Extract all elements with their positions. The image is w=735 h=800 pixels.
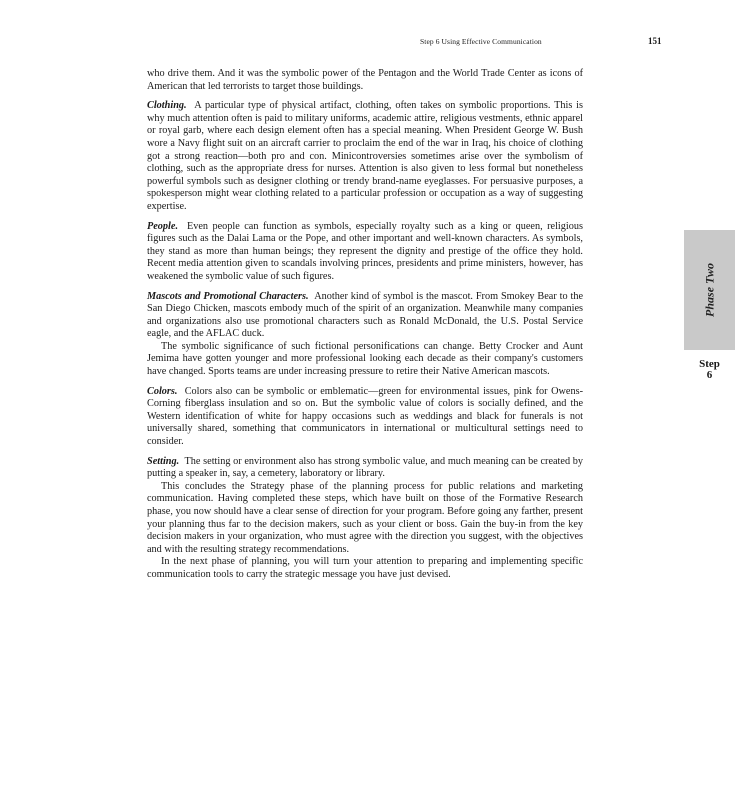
colors-text: Colors also can be symbolic or emblematic—green for environmental issues, pink for Owens-Corning fiberglass insulation and so on. But the symbolic value of colors is socially defined, and the Western identification of white for happy occasions such as weddings and black for funerals is not universally shared, something that communicators in international or multicultural settings need to consider. — [147, 385, 584, 448]
phase-side-tab — [684, 230, 735, 350]
conclusion-paragraph: This concludes the Strategy phase of the planning process for public relations and marketing communication. Having completed these steps, which have built on those of the Formative Research phase, you now should have a clear sense of direction for your program. Before going any farther, present your planning thus far to the decision makers, such as your client or boss. Gain the buy-in from the key decision makers in your organization, who must agree with the direction you suggest, with the objectives and with the resulting strategy recommendations. — [147, 480, 583, 555]
people-text: Even people can function as symbols, especially royalty such as a king or queen, religious figures such as the Dalai Lama or the Pope, and other important and well-known characters. As symbols, they stand as more than human beings; they represent the dignity and prestige of the office they hold. Recent media attention given to scandals involving princes, presidents and prime ministers, however, has weakened the symbolic value of such figures. — [147, 220, 583, 282]
step-marker — [684, 359, 735, 381]
setting-text: The setting or environment also has strong symbolic value, and much meaning can be created by putting a speaker in, say, a cemetery, laboratory or library. — [147, 455, 584, 480]
clothing-heading: Clothing. — [147, 100, 187, 112]
mascots-text: Another kind of symbol is the mascot. From Smokey Bear to the San Diego Chicken, mascots embody much of the spirit of an organization. Meanwhile many companies and organizations also use promotional characters such as Ronald McDonald, the U.S. Postal Service eagle, and the AFLAC duck. — [147, 290, 583, 340]
clothing-text: A particular type of physical artifact, clothing, often takes on symbolic proportions. This is why much attention often is paid to military uniforms, academic attire, religious vestments, ethnic apparel or royal garb, where each design element often has a special meaning. When President George W. Bush wore a Navy flight suit on an aircraft carrier to proclaim the end of the war in Iraq, his choice of clothing got a strong reaction—both pro and con. Minicontroversies sometimes arise over the symbolism of clothing, such as the appropriate dress for nurses. Attention is also given to less formal but nonetheless powerful symbols such as designer clothing or trendy brand-name eyeglasses. For persuasive purposes, a spokesperson might wear clothing related to a particular profession or occupation as a way of suggesting expertise. — [147, 100, 584, 212]
setting-paragraph — [147, 456, 583, 481]
step-label: Step — [699, 358, 720, 370]
colors-paragraph — [147, 386, 583, 449]
colors-heading: Colors. — [147, 385, 178, 397]
page-number: 151 — [648, 36, 662, 46]
intro-paragraph: who drive them. And it was the symbolic power of the Pentagon and the World Trade Center as icons of American that led terrorists to target those buildings. — [147, 68, 583, 92]
phase-label: Phase Two — [702, 263, 716, 317]
people-heading: People. — [147, 220, 179, 232]
mascots-heading: Mascots and Promotional Characters. — [147, 290, 309, 302]
people-paragraph — [147, 221, 583, 284]
clothing-paragraph — [147, 100, 583, 213]
step-number: 6 — [706, 369, 713, 381]
next-phase-paragraph: In the next phase of planning, you will turn your attention to preparing and implementing specific communication tools to carry the strategic message you have just devised. — [147, 556, 583, 580]
mascots-paragraph-2: The symbolic significance of such fictional personifications can change. Betty Crocker and Aunt Jemima have gotten younger and more professional looking each decade as their company's customers have changed. Sports teams are under increasing pressure to retire their Native American mascots. — [147, 340, 583, 378]
setting-heading: Setting. — [147, 455, 180, 467]
mascots-paragraph — [147, 291, 583, 341]
running-head: Step 6 Using Effective Communication — [420, 37, 542, 46]
body-text — [147, 68, 583, 582]
